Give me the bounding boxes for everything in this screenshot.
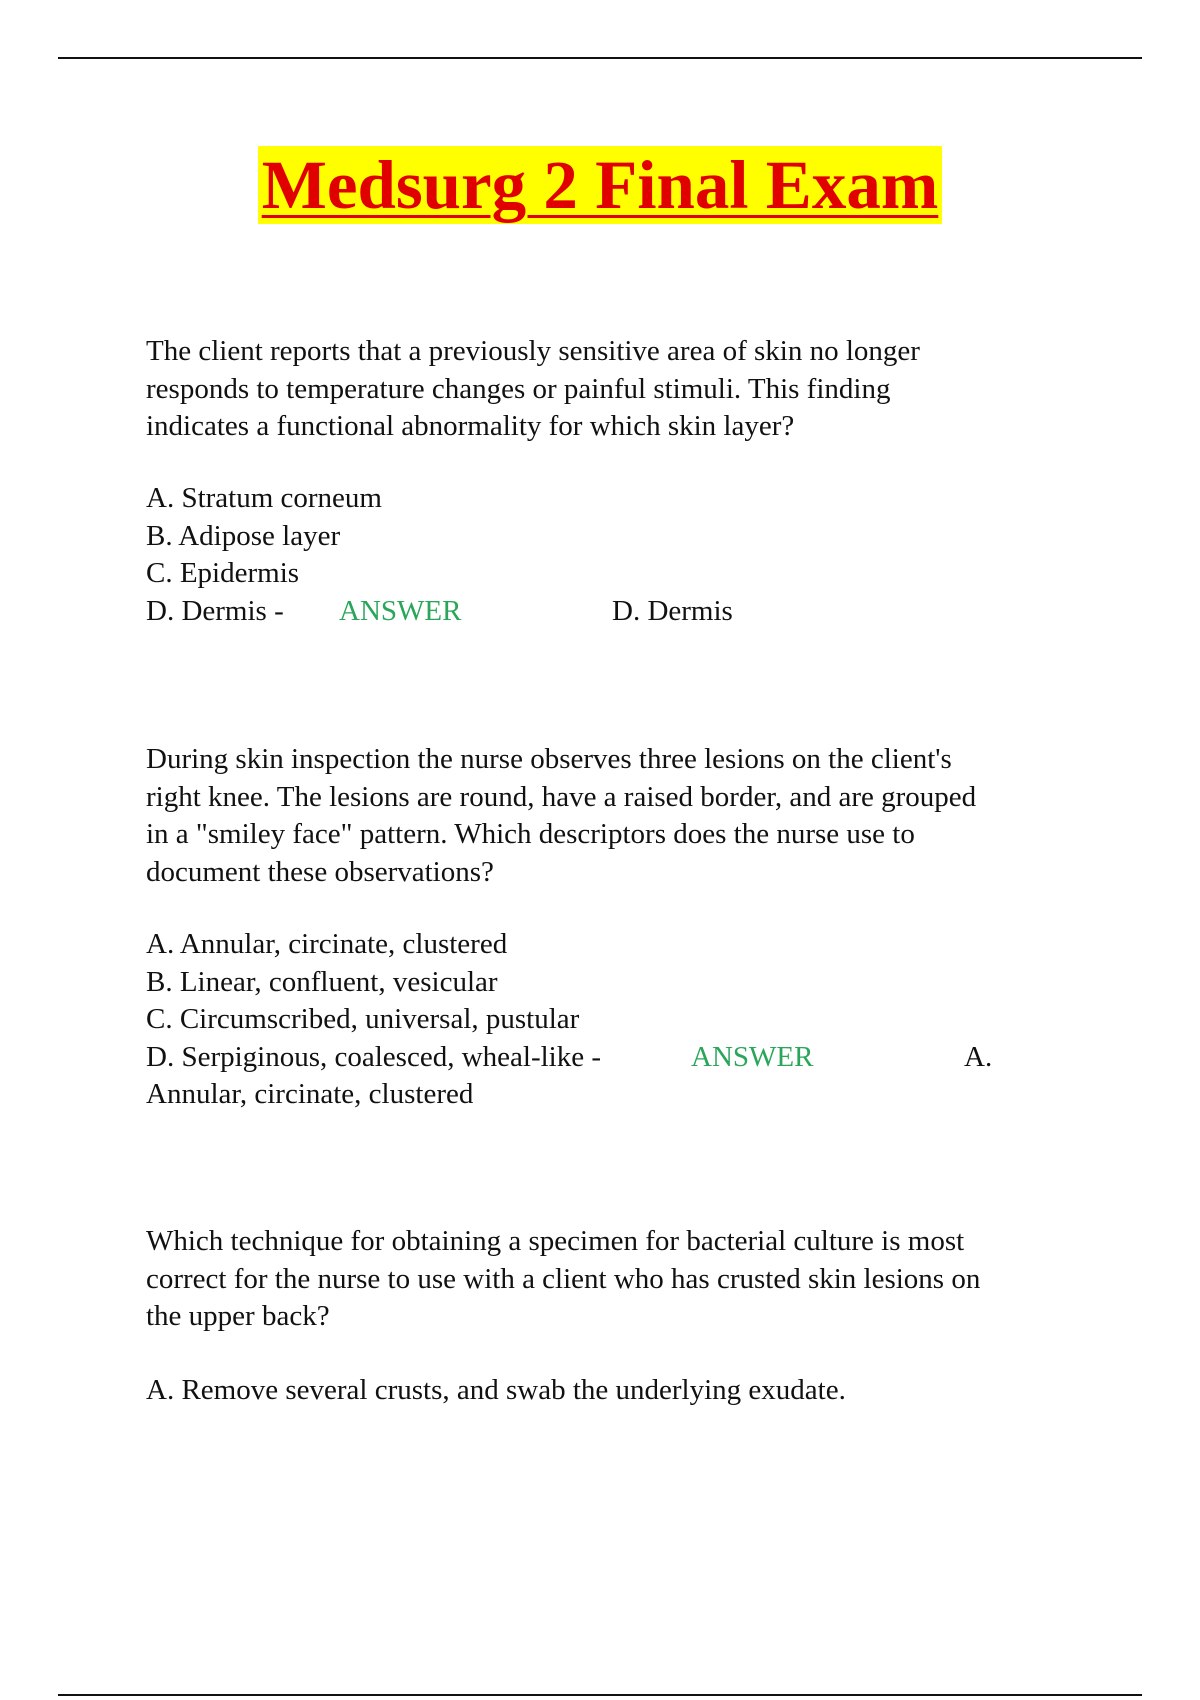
question-line: Which technique for obtaining a specimen for bacterial culture is most [146,1225,965,1257]
question-line: in a "smiley face" pattern. Which descriptors does the nurse use to [146,818,915,850]
page-title: Medsurg 2 Final Exam [258,146,943,224]
question-1-text [146,333,1086,446]
option-d-answer-line [146,1039,1086,1077]
header-rule [58,57,1142,59]
option-d: D. Serpiginous, coalesced, wheal-like - [146,1040,601,1073]
question-3-text [146,1223,1086,1336]
answer-value: D. Dermis [612,594,733,627]
footer-rule [58,1694,1142,1696]
title-container [0,146,1200,224]
question-2-options [146,926,1086,1114]
option-c: C. Epidermis [146,557,300,589]
option-a: A. Remove several crusts, and swab the underlying exudate. [146,1374,846,1406]
question-2-text [146,741,1086,891]
answer-value: A. [964,1040,993,1073]
answer-label: ANSWER [691,1040,814,1073]
option-c: C. Circumscribed, universal, pustular [146,1003,580,1035]
option-b: B. Linear, confluent, vesicular [146,965,498,998]
question-line: During skin inspection the nurse observes three lesions on the client's [146,743,952,775]
answer-label: ANSWER [339,594,462,627]
question-line: The client reports that a previously sensitive area of skin no longer [146,335,920,367]
option-a: A. Annular, circinate, clustered [146,928,508,960]
question-line: right knee. The lesions are round, have a raised border, and are grouped [146,780,977,813]
question-line: correct for the nurse to use with a client who has crusted skin lesions on [146,1262,981,1295]
option-d-answer-line [146,593,1086,631]
question-line: indicates a functional abnormality for which skin layer? [146,410,795,442]
option-a: A. Stratum corneum [146,482,382,514]
question-line: responds to temperature changes or painful stimuli. This finding [146,372,891,405]
option-d: D. Dermis - [146,594,284,627]
question-line: document these observations? [146,855,494,888]
question-1-options [146,480,1086,630]
question-3-options [146,1372,1086,1410]
question-line: the upper back? [146,1300,330,1332]
answer-value-continued: Annular, circinate, clustered [146,1078,474,1110]
option-b: B. Adipose layer [146,519,341,552]
